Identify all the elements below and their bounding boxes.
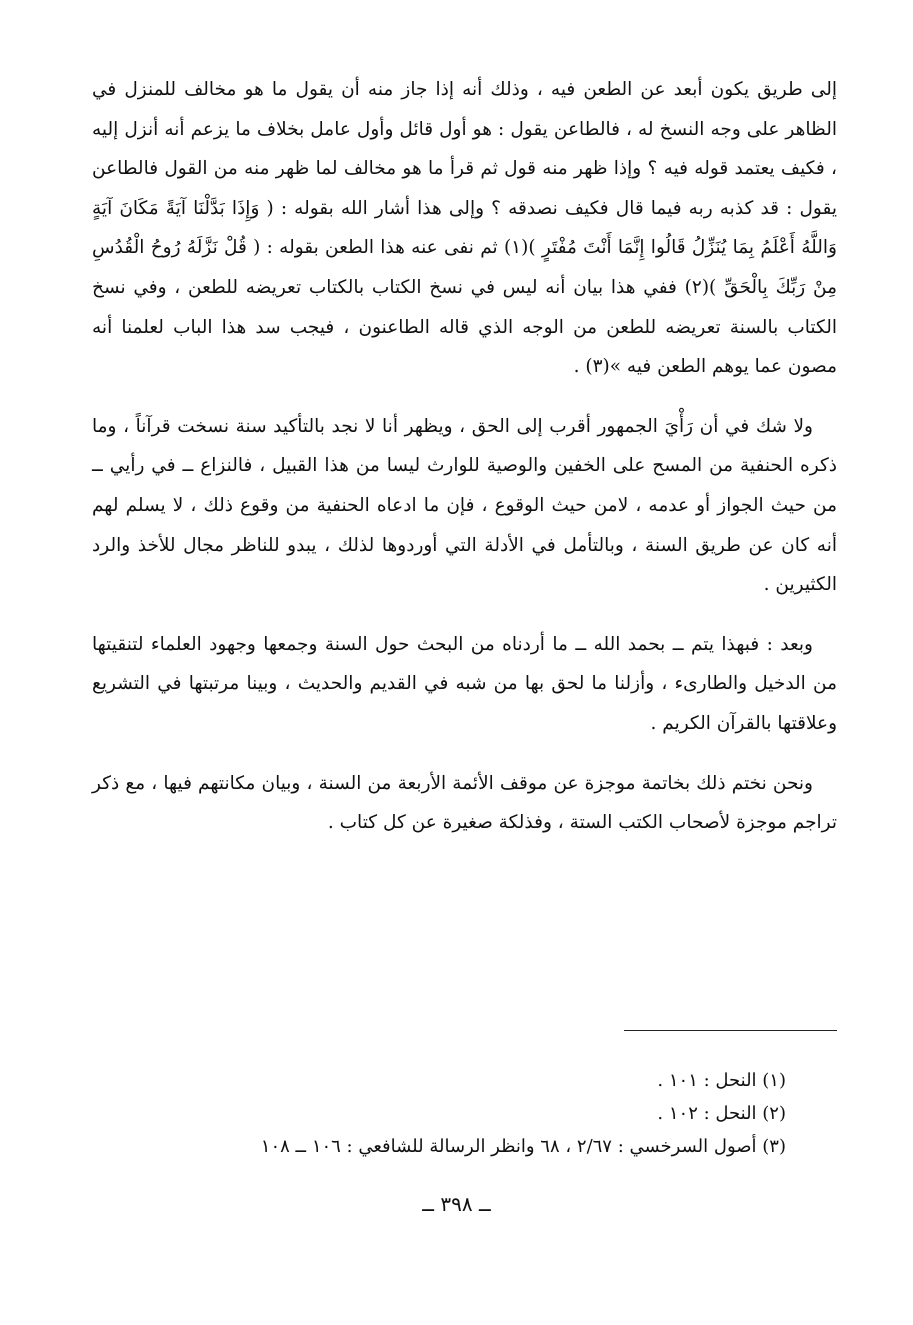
footnote-2: (٢) النحل : ١٠٢ . <box>657 1103 786 1124</box>
footnote-1: (١) النحل : ١٠١ . <box>657 1070 786 1091</box>
paragraph-1: إلى طريق يكون أبعد عن الطعن فيه ، وذلك أنه إذا جاز منه أن يقول ما هو مخالف للمنزل في الظاهر على وجه النسخ له ، فالطاعن يقول : هو أول قائل وأول عامل بخلاف ما يزعم أنه أنزل إليه ، فكيف يعتمد قوله فيه ؟ وإذا ظهر منه قول ثم قرأ ما هو مخالف لما ظهر منه من القول فالطاعن يقول : قد كذبه ربه فيما قال فكيف نصدقه ؟ وإلى هذا أشار الله بقوله : ( وَإِذَا بَدَّلْنَا آيَةً مَكَانَ آيَةٍ وَاللَّهُ أَعْلَمُ بِمَا يُنَزِّلُ قَالُوا إِنَّمَا أَنْتَ مُفْتَرٍ )(١) ثم نفى عنه هذا الطعن بقوله : ( قُلْ نَزَّلَهُ رُوحُ الْقُدُسِ مِنْ رَبِّكَ بِالْحَقِّ )(٢) ففي هذا بيان أنه ليس في نسخ الكتاب بالكتاب تعريضه للطعن ، وفي نسخ الكتاب بالسنة تعريضه للطعن من الوجه الذي قاله الطاعنون ، فيجب سد هذا الباب لعلمنا أنه مصون عما يوهم الطعن فيه »(٣) . <box>92 79 837 378</box>
paragraph-3: وبعد : فبهذا يتم ــ بحمد الله ــ ما أردناه من البحث حول السنة وجمعها وجهود العلماء لتنقيتها من الدخيل والطارىء ، وأزلنا ما لحق بها من شبه في القديم والحديث ، وبينا مرتبتها في التشريع وعلاقتها بالقرآن الكريم . <box>92 633 837 734</box>
paragraph-4: ونحن نختم ذلك بخاتمة موجزة عن موقف الأئمة الأربعة من السنة ، وبيان مكانتهم فيها ، مع ذكر تراجم موجزة لأصحاب الكتب الستة ، وفذلكة صغيرة عن كل كتاب . <box>92 772 837 834</box>
page-body <box>92 70 837 863</box>
footnote-separator <box>624 1030 837 1031</box>
page-number: ــ ٣٩٨ ــ <box>422 1192 491 1216</box>
paragraph-2: ولا شك في أن رَأْيَ الجمهور أقرب إلى الحق ، ويظهر أنا لا نجد بالتأكيد سنة نسخت قرآناً ، وما ذكره الحنفية من المسح على الخفين والوصية للوارث ليسا من هذا القبيل ، فالنزاع ــ في رأيي ــ من حيث الجواز أو عدمه ، لامن حيث الوقوع ، فإن ما ادعاه الحنفية من وقوع ذلك ، لا يسلم لهم أنه كان عن طريق السنة ، وبالتأمل في الأدلة التي أوردوها لذلك ، يبدو للناظر مجال للأخذ والرد الكثيرين . <box>92 415 837 596</box>
footnote-3: (٣) أصول السرخسي : ٢/٦٧ ، ٦٨ وانظر الرسالة للشافعي : ١٠٦ ــ ١٠٨ <box>260 1136 786 1157</box>
footnotes <box>92 1064 786 1163</box>
